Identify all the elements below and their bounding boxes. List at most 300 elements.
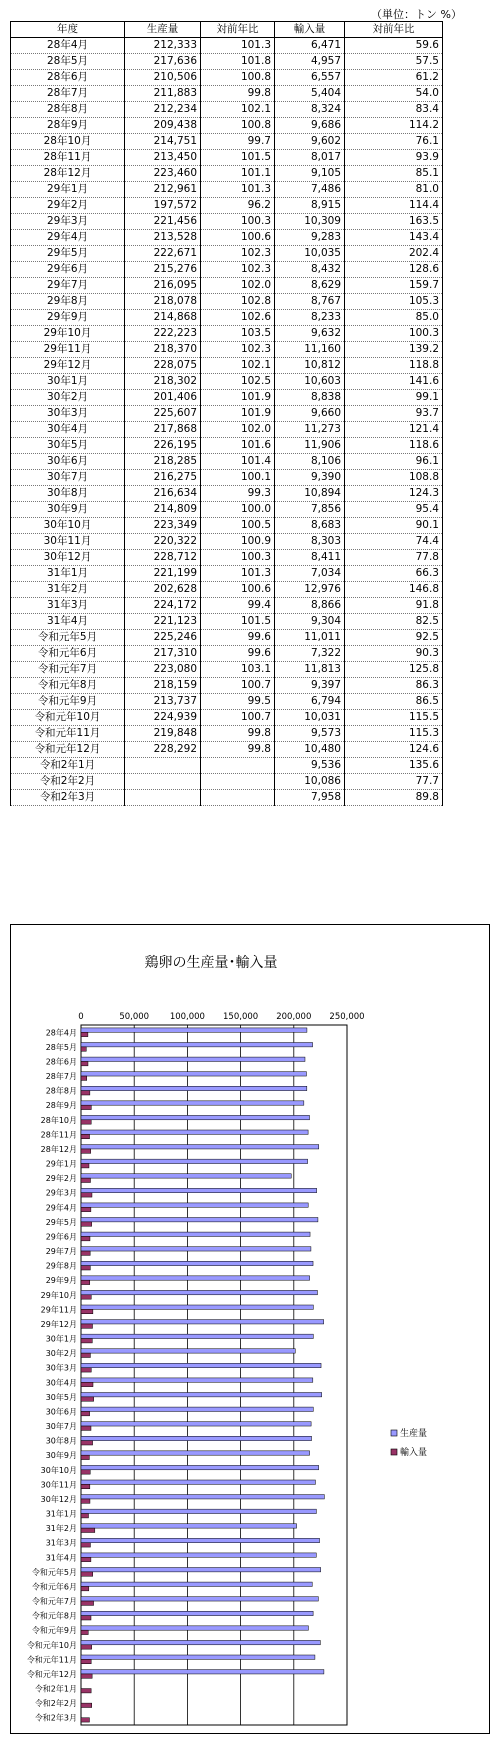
table-row (11, 758, 443, 774)
bar-production (81, 1480, 315, 1484)
y-category-label: 令和2年2月 (34, 1699, 77, 1709)
bar-imports (81, 1222, 92, 1226)
table-row (11, 694, 443, 710)
y-category-label: 31年3月 (45, 1538, 77, 1548)
bar-imports (81, 1484, 90, 1488)
cell-imports-yoy: 141.6 (345, 374, 443, 390)
cell-production: 224,939 (125, 710, 201, 726)
cell-imports: 9,602 (275, 134, 345, 150)
cell-period: 29年10月 (11, 326, 125, 342)
cell-imports: 8,303 (275, 534, 345, 550)
table-row (11, 742, 443, 758)
cell-production: 214,751 (125, 134, 201, 150)
cell-period: 31年2月 (11, 582, 125, 598)
table-row (11, 70, 443, 86)
cell-period: 令和2年2月 (11, 774, 125, 790)
cell-period: 30年11月 (11, 534, 125, 550)
cell-imports-yoy: 159.7 (345, 278, 443, 294)
cell-imports-yoy: 124.3 (345, 486, 443, 502)
cell-production-yoy: 101.3 (201, 38, 275, 54)
cell-production-yoy: 101.5 (201, 614, 275, 630)
cell-production: 214,868 (125, 310, 201, 326)
cell-production-yoy: 100.3 (201, 550, 275, 566)
cell-imports: 7,034 (275, 566, 345, 582)
y-category-label: 31年4月 (45, 1553, 77, 1563)
cell-imports-yoy: 202.4 (345, 246, 443, 262)
bar-imports (81, 1397, 94, 1401)
cell-production: 223,349 (125, 518, 201, 534)
table-row (11, 38, 443, 54)
bar-imports (81, 1120, 91, 1124)
cell-production: 213,450 (125, 150, 201, 166)
x-tick-label: 100,000 (169, 1012, 205, 1022)
y-category-label: 令和元年12月 (26, 1669, 77, 1679)
cell-imports: 8,324 (275, 102, 345, 118)
bar-production (81, 1611, 313, 1615)
table-row (11, 598, 443, 614)
bar-imports (81, 1499, 90, 1503)
cell-production: 216,095 (125, 278, 201, 294)
bar-production (81, 1524, 297, 1528)
cell-production-yoy: 99.3 (201, 486, 275, 502)
cell-imports-yoy: 74.4 (345, 534, 443, 550)
cell-production: 228,292 (125, 742, 201, 758)
table-row (11, 134, 443, 150)
cell-production-yoy: 102.1 (201, 358, 275, 374)
bar-production (81, 1509, 316, 1513)
bar-production (81, 1670, 324, 1674)
bar-production (81, 1597, 318, 1601)
bar-production (81, 1101, 304, 1105)
cell-production: 218,370 (125, 342, 201, 358)
cell-imports-yoy: 139.2 (345, 342, 443, 358)
bar-production (81, 1626, 308, 1630)
cell-imports-yoy: 124.6 (345, 742, 443, 758)
bar-imports (81, 1178, 90, 1182)
cell-production: 223,460 (125, 166, 201, 182)
table-row (11, 166, 443, 182)
bar-production (81, 1159, 308, 1163)
table-row (11, 422, 443, 438)
table-row (11, 118, 443, 134)
table-row (11, 358, 443, 374)
cell-period: 28年7月 (11, 86, 125, 102)
cell-imports-yoy: 96.1 (345, 454, 443, 470)
bar-imports (81, 1718, 89, 1722)
y-category-label: 30年1月 (45, 1334, 77, 1344)
y-category-label: 30年4月 (45, 1378, 77, 1388)
cell-imports: 7,856 (275, 502, 345, 518)
cell-period: 30年4月 (11, 422, 125, 438)
y-category-label: 30年6月 (45, 1407, 77, 1417)
cell-production-yoy: 102.8 (201, 294, 275, 310)
table-row (11, 326, 443, 342)
cell-production-yoy: 99.6 (201, 646, 275, 662)
bar-production (81, 1043, 313, 1047)
cell-imports-yoy: 89.8 (345, 790, 443, 806)
cell-period: 28年6月 (11, 70, 125, 86)
y-category-label: 30年2月 (45, 1349, 77, 1359)
table-row (11, 662, 443, 678)
y-category-label: 30年12月 (40, 1494, 77, 1504)
bar-imports (81, 1601, 94, 1605)
cell-imports-yoy: 61.2 (345, 70, 443, 86)
table-body (11, 38, 443, 806)
cell-production-yoy (201, 774, 275, 790)
cell-period: 令和元年12月 (11, 742, 125, 758)
table-header-row (11, 22, 443, 38)
bar-imports (81, 1703, 92, 1707)
y-category-label: 29年2月 (45, 1174, 77, 1184)
bar-production (81, 1057, 305, 1061)
cell-production: 218,159 (125, 678, 201, 694)
y-category-label: 29年9月 (45, 1276, 77, 1286)
cell-production: 213,737 (125, 694, 201, 710)
table-row (11, 502, 443, 518)
y-category-label: 29年11月 (40, 1305, 77, 1315)
y-category-label: 29年1月 (45, 1159, 77, 1169)
bar-production (81, 1218, 318, 1222)
cell-imports: 11,813 (275, 662, 345, 678)
cell-period: 30年2月 (11, 390, 125, 406)
y-category-label: 29年5月 (45, 1217, 77, 1227)
cell-period: 29年6月 (11, 262, 125, 278)
bar-imports (81, 1514, 88, 1518)
cell-imports-yoy: 83.4 (345, 102, 443, 118)
cell-imports: 10,309 (275, 214, 345, 230)
y-category-label: 28年5月 (45, 1042, 77, 1052)
cell-period: 30年12月 (11, 550, 125, 566)
bar-production (81, 1276, 310, 1280)
bar-imports (81, 1455, 89, 1459)
cell-production: 222,671 (125, 246, 201, 262)
cell-imports: 9,686 (275, 118, 345, 134)
cell-imports-yoy: 86.3 (345, 678, 443, 694)
cell-production (125, 790, 201, 806)
cell-imports: 8,106 (275, 454, 345, 470)
bar-imports (81, 1134, 90, 1138)
cell-production-yoy: 102.6 (201, 310, 275, 326)
cell-imports: 10,812 (275, 358, 345, 374)
x-tick-label: 150,000 (223, 1012, 259, 1022)
y-category-label: 令和元年8月 (31, 1611, 77, 1621)
cell-imports: 9,283 (275, 230, 345, 246)
cell-imports: 9,105 (275, 166, 345, 182)
cell-production-yoy: 100.1 (201, 470, 275, 486)
cell-imports: 11,011 (275, 630, 345, 646)
cell-imports: 9,573 (275, 726, 345, 742)
table-row (11, 182, 443, 198)
cell-imports: 8,629 (275, 278, 345, 294)
cell-period: 30年10月 (11, 518, 125, 534)
cell-period: 29年3月 (11, 214, 125, 230)
cell-production-yoy (201, 758, 275, 774)
cell-period: 30年7月 (11, 470, 125, 486)
cell-imports: 7,322 (275, 646, 345, 662)
cell-production-yoy: 100.9 (201, 534, 275, 550)
cell-period: 30年3月 (11, 406, 125, 422)
cell-period: 28年4月 (11, 38, 125, 54)
bar-production (81, 1393, 322, 1397)
bar-production (81, 1422, 311, 1426)
cell-imports: 8,838 (275, 390, 345, 406)
table-row (11, 454, 443, 470)
bar-production (81, 1465, 319, 1469)
bar-production (81, 1363, 321, 1367)
y-category-label: 31年1月 (45, 1509, 77, 1519)
bar-imports (81, 1616, 91, 1620)
cell-period: 28年5月 (11, 54, 125, 70)
cell-imports: 7,958 (275, 790, 345, 806)
bar-production (81, 1174, 291, 1178)
cell-production: 209,438 (125, 118, 201, 134)
y-category-label: 28年9月 (45, 1101, 77, 1111)
cell-production-yoy: 101.6 (201, 438, 275, 454)
y-category-label: 令和元年11月 (26, 1655, 77, 1665)
table-row (11, 790, 443, 806)
cell-period: 28年12月 (11, 166, 125, 182)
chart-title: 鶏卵の生産量･輸入量 (144, 955, 278, 971)
cell-production: 228,712 (125, 550, 201, 566)
cell-production-yoy: 96.2 (201, 198, 275, 214)
cell-production: 221,123 (125, 614, 201, 630)
cell-production-yoy: 99.8 (201, 86, 275, 102)
cell-production-yoy: 100.8 (201, 70, 275, 86)
cell-period: 31年4月 (11, 614, 125, 630)
cell-imports: 6,794 (275, 694, 345, 710)
cell-period: 29年8月 (11, 294, 125, 310)
cell-production: 228,075 (125, 358, 201, 374)
cell-production-yoy: 101.4 (201, 454, 275, 470)
cell-imports-yoy: 82.5 (345, 614, 443, 630)
bar-production (81, 1232, 310, 1236)
bar-imports (81, 1674, 92, 1678)
y-category-label: 29年12月 (40, 1319, 77, 1329)
cell-imports-yoy: 115.3 (345, 726, 443, 742)
cell-production-yoy: 99.7 (201, 134, 275, 150)
cell-production-yoy: 100.7 (201, 678, 275, 694)
bar-imports (81, 1164, 89, 1168)
y-category-label: 令和元年6月 (31, 1582, 77, 1592)
cell-imports: 8,233 (275, 310, 345, 326)
y-category-label: 令和元年10月 (26, 1640, 77, 1650)
y-category-label: 令和元年5月 (31, 1567, 77, 1577)
cell-production: 216,634 (125, 486, 201, 502)
cell-period: 30年9月 (11, 502, 125, 518)
cell-imports-yoy: 86.5 (345, 694, 443, 710)
bar-production (81, 1247, 311, 1251)
y-category-label: 28年11月 (40, 1130, 77, 1140)
cell-imports-yoy: 81.0 (345, 182, 443, 198)
table-row (11, 342, 443, 358)
table-row (11, 438, 443, 454)
table-row (11, 310, 443, 326)
cell-imports: 8,915 (275, 198, 345, 214)
cell-imports-yoy: 93.9 (345, 150, 443, 166)
cell-period: 29年4月 (11, 230, 125, 246)
cell-production: 214,809 (125, 502, 201, 518)
cell-period: 30年5月 (11, 438, 125, 454)
y-category-label: 令和元年9月 (31, 1626, 77, 1636)
bar-imports (81, 1441, 93, 1445)
cell-period: 29年5月 (11, 246, 125, 262)
cell-production: 213,528 (125, 230, 201, 246)
header-imports: 輸入量 (275, 22, 345, 38)
cell-imports: 8,411 (275, 550, 345, 566)
bar-imports (81, 1105, 91, 1109)
bar-production (81, 1451, 310, 1455)
cell-period: 28年10月 (11, 134, 125, 150)
cell-imports: 8,866 (275, 598, 345, 614)
table-row (11, 390, 443, 406)
bar-imports (81, 1032, 88, 1036)
y-category-label: 28年10月 (40, 1115, 77, 1125)
bar-production (81, 1086, 307, 1090)
cell-period: 31年3月 (11, 598, 125, 614)
cell-imports-yoy: 105.3 (345, 294, 443, 310)
cell-production-yoy: 100.6 (201, 230, 275, 246)
cell-imports-yoy: 143.4 (345, 230, 443, 246)
cell-production: 220,322 (125, 534, 201, 550)
cell-production-yoy: 101.9 (201, 406, 275, 422)
bar-production (81, 1378, 313, 1382)
cell-production-yoy: 103.5 (201, 326, 275, 342)
cell-production: 212,961 (125, 182, 201, 198)
cell-production: 215,276 (125, 262, 201, 278)
chart-frame (10, 924, 490, 1734)
x-tick-label: 250,000 (329, 1012, 365, 1022)
cell-period: 令和元年11月 (11, 726, 125, 742)
cell-imports-yoy: 135.6 (345, 758, 443, 774)
y-category-label: 29年4月 (45, 1203, 77, 1213)
cell-period: 30年8月 (11, 486, 125, 502)
cell-imports-yoy: 114.4 (345, 198, 443, 214)
cell-imports-yoy: 92.5 (345, 630, 443, 646)
cell-imports-yoy: 118.6 (345, 438, 443, 454)
bar-imports (81, 1528, 95, 1532)
y-category-label: 30年8月 (45, 1436, 77, 1446)
cell-imports-yoy: 115.5 (345, 710, 443, 726)
bar-production (81, 1407, 313, 1411)
cell-production-yoy: 99.8 (201, 742, 275, 758)
cell-production: 225,607 (125, 406, 201, 422)
cell-imports-yoy: 90.1 (345, 518, 443, 534)
cell-production: 219,848 (125, 726, 201, 742)
table-row (11, 214, 443, 230)
y-category-label: 令和2年3月 (34, 1713, 77, 1723)
cell-imports: 9,660 (275, 406, 345, 422)
x-tick-label: 0 (78, 1012, 84, 1022)
bar-production (81, 1538, 320, 1542)
cell-production: 222,223 (125, 326, 201, 342)
bar-imports (81, 1251, 90, 1255)
y-category-label: 28年12月 (40, 1144, 77, 1154)
legend-label-production: 生産量 (400, 1429, 428, 1439)
bar-imports (81, 1061, 88, 1065)
table-row (11, 582, 443, 598)
y-category-label: 30年11月 (40, 1480, 77, 1490)
bar-imports (81, 1426, 91, 1430)
y-category-label: 30年10月 (40, 1465, 77, 1475)
cell-production: 221,199 (125, 566, 201, 582)
bar-imports (81, 1193, 92, 1197)
bar-imports (81, 1207, 91, 1211)
cell-production (125, 774, 201, 790)
cell-period: 29年7月 (11, 278, 125, 294)
bar-production (81, 1640, 320, 1644)
cell-production-yoy: 100.5 (201, 518, 275, 534)
y-category-label: 令和2年1月 (34, 1684, 77, 1694)
cell-production-yoy: 102.0 (201, 278, 275, 294)
cell-imports-yoy: 59.6 (345, 38, 443, 54)
cell-imports-yoy: 85.0 (345, 310, 443, 326)
cell-production-yoy: 101.9 (201, 390, 275, 406)
cell-production-yoy: 102.3 (201, 246, 275, 262)
cell-imports-yoy: 54.0 (345, 86, 443, 102)
bar-imports (81, 1353, 90, 1357)
bar-imports (81, 1309, 93, 1313)
cell-imports: 4,957 (275, 54, 345, 70)
cell-production: 212,333 (125, 38, 201, 54)
cell-imports-yoy: 99.1 (345, 390, 443, 406)
header-imports-yoy: 対前年比 (345, 22, 443, 38)
cell-production-yoy: 100.0 (201, 502, 275, 518)
cell-imports-yoy: 85.1 (345, 166, 443, 182)
bar-imports (81, 1689, 91, 1693)
cell-imports: 10,035 (275, 246, 345, 262)
cell-production-yoy: 101.3 (201, 566, 275, 582)
cell-period: 令和元年9月 (11, 694, 125, 710)
bar-imports (81, 1586, 89, 1590)
y-category-label: 29年6月 (45, 1232, 77, 1242)
cell-imports: 8,767 (275, 294, 345, 310)
y-category-label: 30年3月 (45, 1363, 77, 1373)
y-category-label: 28年4月 (45, 1028, 77, 1038)
cell-period: 28年9月 (11, 118, 125, 134)
cell-imports: 9,536 (275, 758, 345, 774)
cell-imports-yoy: 93.7 (345, 406, 443, 422)
table-row (11, 566, 443, 582)
cell-period: 令和2年1月 (11, 758, 125, 774)
header-production-yoy: 対前年比 (201, 22, 275, 38)
y-category-label: 29年7月 (45, 1247, 77, 1257)
cell-production-yoy: 100.8 (201, 118, 275, 134)
table-row (11, 710, 443, 726)
cell-production: 217,868 (125, 422, 201, 438)
cell-imports: 6,471 (275, 38, 345, 54)
y-category-label: 30年5月 (45, 1392, 77, 1402)
table-row (11, 246, 443, 262)
cell-imports: 9,390 (275, 470, 345, 486)
table-row (11, 102, 443, 118)
bar-production (81, 1553, 316, 1557)
table-row (11, 486, 443, 502)
y-category-label: 28年6月 (45, 1057, 77, 1067)
bar-production (81, 1320, 324, 1324)
cell-production-yoy: 99.8 (201, 726, 275, 742)
cell-imports-yoy: 76.1 (345, 134, 443, 150)
cell-production: 225,246 (125, 630, 201, 646)
cell-production-yoy: 102.5 (201, 374, 275, 390)
y-category-label: 29年10月 (40, 1290, 77, 1300)
cell-production-yoy: 100.6 (201, 582, 275, 598)
table-row (11, 518, 443, 534)
cell-imports: 10,086 (275, 774, 345, 790)
cell-production: 201,406 (125, 390, 201, 406)
cell-imports: 9,632 (275, 326, 345, 342)
cell-imports-yoy: 57.5 (345, 54, 443, 70)
header-production: 生産量 (125, 22, 201, 38)
